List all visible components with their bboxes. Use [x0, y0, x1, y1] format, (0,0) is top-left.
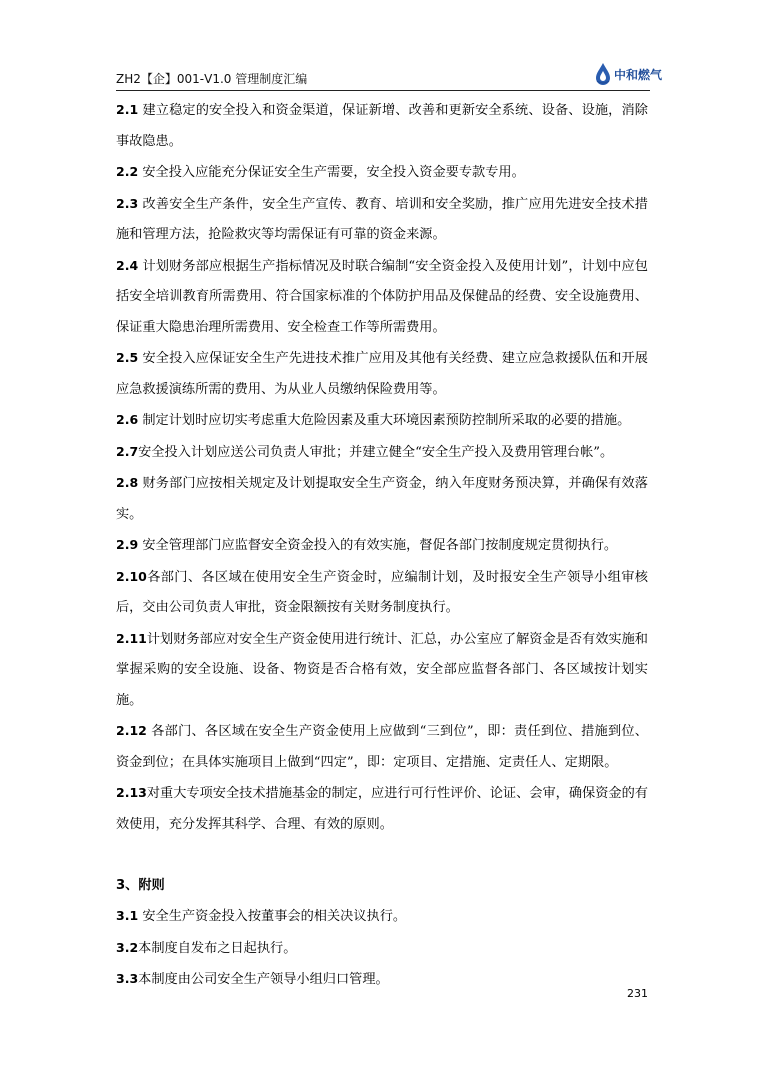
paragraph-2-11: 2.11计划财务部应对安全生产资金使用进行统计、汇总，办公室应了解资金是否有效实施和掌握采购的安全设施、设备、物资是否合格有效，安全部应监督各部门、各区域按计划实施。 [116, 630, 648, 708]
paragraph-2-8: 2.8 财务部门应按相关规定及计划提取安全生产资金，纳入年度财务预决算，并确保有效落实。 [116, 475, 648, 522]
section-3-title: 3、附则 [116, 877, 165, 893]
document-body [116, 95, 648, 996]
company-logo [594, 62, 662, 86]
section-spacer [116, 840, 648, 871]
paragraph-2-6: 2.6 制定计划时应切实考虑重大危险因素及重大环境因素预防控制所采取的必要的措施。 [116, 412, 631, 428]
header-divider [116, 90, 650, 91]
paragraph-3-1: 3.1 安全生产资金投入按董事会的相关决议执行。 [116, 908, 407, 924]
logo-text: 中和燃气 [613, 67, 662, 82]
paragraph-2-5: 2.5 安全投入应保证安全生产先进技术推广应用及其他有关经费、建立应急救援队伍和开展应急救援演练所需的费用、为从业人员缴纳保险费用等。 [116, 350, 648, 397]
page-header [116, 62, 662, 92]
paragraph-2-10: 2.10各部门、各区域在使用安全生产资金时，应编制计划，及时报安全生产领导小组审核后，交由公司负责人审批，资金限额按有关财务制度执行。 [116, 568, 648, 615]
page-number: 231 [627, 987, 648, 1000]
paragraph-2-3: 2.3 改善安全生产条件，安全生产宣传、教育、培训和安全奖励，推广应用先进安全技术措施和管理方法，抢险救灾等均需保证有可靠的资金来源。 [116, 195, 648, 242]
paragraph-2-7: 2.7安全投入计划应送公司负责人审批；并建立健全“安全生产投入及费用管理台帐”。 [116, 443, 614, 460]
paragraph-2-13: 2.13对重大专项安全技术措施基金的制定，应进行可行性评价、论证、会审，确保资金的有效使用，充分发挥其科学、合理、有效的原则。 [116, 785, 648, 832]
paragraph-2-9: 2.9 安全管理部门应监督安全资金投入的有效实施，督促各部门按制度规定贯彻执行。 [116, 537, 618, 553]
header-title: ZH2【企】001-V1.0 管理制度汇编 [116, 72, 308, 86]
paragraph-2-2: 2.2 安全投入应能充分保证安全生产需要，安全投入资金要专款专用。 [116, 164, 525, 180]
flame-drop-icon [594, 62, 612, 86]
paragraph-3-2: 3.2本制度自发布之日起执行。 [116, 939, 297, 956]
paragraph-3-3: 3.3本制度由公司安全生产领导小组归口管理。 [116, 971, 389, 987]
paragraph-2-12: 2.12 各部门、各区域在安全生产资金使用上应做到“三到位”，即：责任到位、措施到位、资金到位；在具体实施项目上做到“四定”，即：定项目、定措施、定责任人、定期限。 [116, 723, 648, 770]
paragraph-2-1: 2.1 建立稳定的安全投入和资金渠道，保证新增、改善和更新安全系统、设备、设施，消除事故隐患。 [116, 102, 648, 149]
paragraph-2-4: 2.4 计划财务部应根据生产指标情况及时联合编制“安全资金投入及使用计划”，计划中应包括安全培训教育所需费用、符合国家标准的个体防护用品及保健品的经费、安全设施费用、保证重大隐患治理所需费用、安全检查工作等所需费用。 [116, 257, 648, 335]
